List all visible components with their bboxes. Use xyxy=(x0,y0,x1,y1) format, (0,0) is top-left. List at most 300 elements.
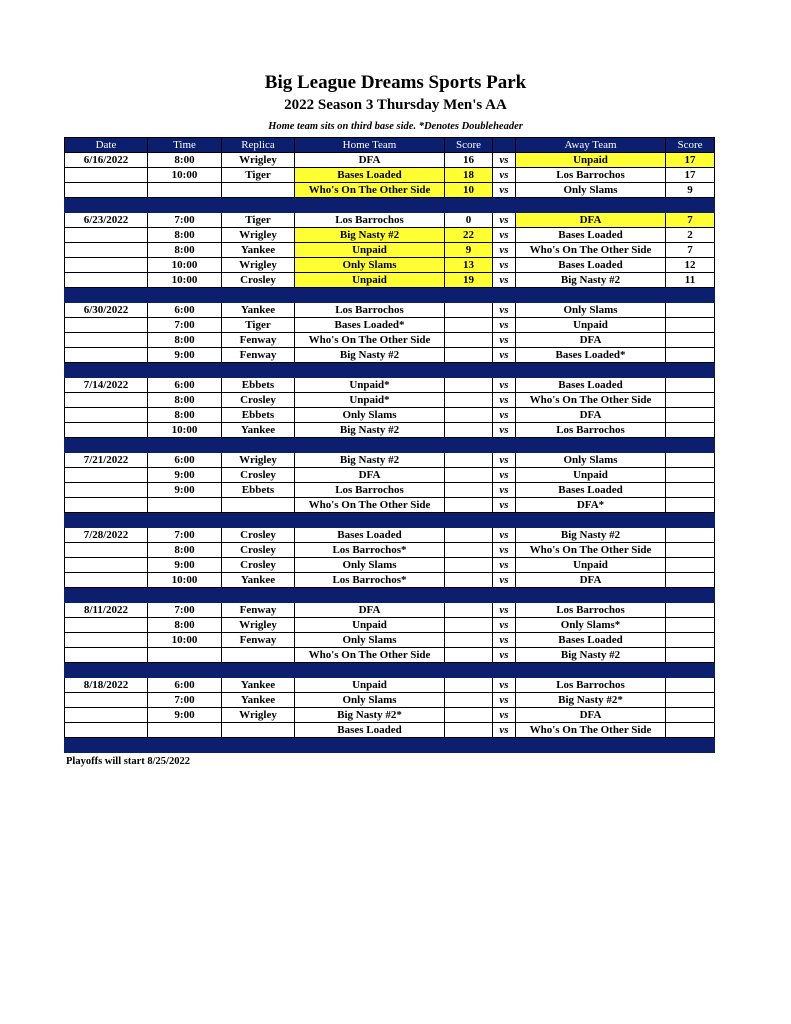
away-score: 12 xyxy=(666,258,715,273)
game-replica: Crosley xyxy=(222,528,295,543)
away-score xyxy=(666,348,715,363)
home-team: Los Barrochos xyxy=(295,303,445,318)
away-team: DFA xyxy=(516,573,666,588)
game-date: 6/23/2022 xyxy=(65,213,148,228)
game-time: 10:00 xyxy=(148,273,222,288)
away-score xyxy=(666,408,715,423)
away-team: Who's On The Other Side xyxy=(516,723,666,738)
away-team: Los Barrochos xyxy=(516,168,666,183)
separator-cell xyxy=(148,588,222,603)
away-team: DFA xyxy=(516,408,666,423)
away-score: 11 xyxy=(666,273,715,288)
doubleheader-note: Home team sits on third base side. *Denotes Doubleheader xyxy=(268,121,523,132)
separator-cell xyxy=(222,588,295,603)
home-team: Big Nasty #2 xyxy=(295,423,445,438)
table-row xyxy=(65,303,715,318)
home-score xyxy=(445,378,493,393)
home-team: Bases Loaded xyxy=(295,528,445,543)
home-team: Big Nasty #2 xyxy=(295,453,445,468)
home-team: Big Nasty #2 xyxy=(295,228,445,243)
separator-cell xyxy=(295,363,445,378)
game-time xyxy=(148,723,222,738)
game-date xyxy=(65,408,148,423)
vs-label: vs xyxy=(493,183,516,198)
separator-cell xyxy=(295,288,445,303)
header-row xyxy=(65,138,715,153)
table-row xyxy=(65,528,715,543)
game-date xyxy=(65,333,148,348)
game-date xyxy=(65,618,148,633)
separator-cell xyxy=(666,438,715,453)
home-score xyxy=(445,528,493,543)
game-replica xyxy=(222,498,295,513)
game-date: 7/14/2022 xyxy=(65,378,148,393)
game-replica: Tiger xyxy=(222,213,295,228)
separator-cell xyxy=(222,663,295,678)
table-row xyxy=(65,723,715,738)
game-replica: Ebbets xyxy=(222,483,295,498)
game-time xyxy=(148,498,222,513)
away-team: Los Barrochos xyxy=(516,678,666,693)
vs-label: vs xyxy=(493,273,516,288)
separator-cell xyxy=(222,198,295,213)
game-time: 8:00 xyxy=(148,153,222,168)
week-separator xyxy=(65,663,715,678)
separator-cell xyxy=(295,588,445,603)
home-team: Los Barrochos* xyxy=(295,573,445,588)
home-score xyxy=(445,573,493,588)
away-team: Los Barrochos xyxy=(516,423,666,438)
away-team: Big Nasty #2 xyxy=(516,528,666,543)
separator-cell xyxy=(65,198,148,213)
game-replica: Ebbets xyxy=(222,378,295,393)
home-team: Only Slams xyxy=(295,693,445,708)
home-score xyxy=(445,558,493,573)
away-score xyxy=(666,723,715,738)
vs-label: vs xyxy=(493,708,516,723)
game-time: 9:00 xyxy=(148,348,222,363)
away-score xyxy=(666,423,715,438)
vs-label: vs xyxy=(493,453,516,468)
away-score xyxy=(666,708,715,723)
week-separator xyxy=(65,288,715,303)
home-score xyxy=(445,603,493,618)
home-score xyxy=(445,618,493,633)
home-team: Bases Loaded xyxy=(295,723,445,738)
separator-cell xyxy=(148,438,222,453)
vs-label: vs xyxy=(493,723,516,738)
vs-label: vs xyxy=(493,393,516,408)
table-row xyxy=(65,648,715,663)
home-team: Who's On The Other Side xyxy=(295,648,445,663)
separator-cell xyxy=(666,738,715,753)
away-team: Who's On The Other Side xyxy=(516,243,666,258)
game-replica: Yankee xyxy=(222,303,295,318)
table-row xyxy=(65,423,715,438)
home-score xyxy=(445,423,493,438)
game-date xyxy=(65,543,148,558)
page-title: Big League Dreams Sports Park xyxy=(264,72,527,93)
game-replica: Crosley xyxy=(222,468,295,483)
vs-label: vs xyxy=(493,168,516,183)
game-replica: Wrigley xyxy=(222,708,295,723)
game-replica: Crosley xyxy=(222,393,295,408)
vs-label: vs xyxy=(493,693,516,708)
header-replica: Replica xyxy=(222,138,295,153)
home-team: Only Slams xyxy=(295,558,445,573)
game-time: 7:00 xyxy=(148,528,222,543)
away-team: Bases Loaded xyxy=(516,258,666,273)
table-row xyxy=(65,603,715,618)
home-team: Unpaid xyxy=(295,618,445,633)
separator-cell xyxy=(493,663,516,678)
home-team: Bases Loaded xyxy=(295,168,445,183)
table-row xyxy=(65,243,715,258)
separator-cell xyxy=(65,438,148,453)
vs-label: vs xyxy=(493,543,516,558)
away-score xyxy=(666,468,715,483)
separator-cell xyxy=(295,738,445,753)
away-score xyxy=(666,378,715,393)
separator-cell xyxy=(445,663,493,678)
separator-cell xyxy=(65,288,148,303)
game-replica: Yankee xyxy=(222,243,295,258)
game-date: 8/11/2022 xyxy=(65,603,148,618)
home-team: Unpaid xyxy=(295,678,445,693)
home-score xyxy=(445,723,493,738)
schedule-table xyxy=(64,137,715,753)
separator-cell xyxy=(148,288,222,303)
game-replica: Yankee xyxy=(222,678,295,693)
separator-cell xyxy=(222,513,295,528)
home-score xyxy=(445,333,493,348)
home-team: DFA xyxy=(295,468,445,483)
away-team: Big Nasty #2 xyxy=(516,648,666,663)
home-team: Big Nasty #2* xyxy=(295,708,445,723)
away-score: 7 xyxy=(666,243,715,258)
away-score xyxy=(666,603,715,618)
separator-cell xyxy=(666,288,715,303)
game-time: 10:00 xyxy=(148,423,222,438)
vs-label: vs xyxy=(493,468,516,483)
game-date: 7/21/2022 xyxy=(65,453,148,468)
header-home-team: Home Team xyxy=(295,138,445,153)
vs-label: vs xyxy=(493,378,516,393)
separator-cell xyxy=(493,363,516,378)
away-team: Only Slams* xyxy=(516,618,666,633)
vs-label: vs xyxy=(493,423,516,438)
week-separator xyxy=(65,513,715,528)
header-date: Date xyxy=(65,138,148,153)
vs-label: vs xyxy=(493,573,516,588)
vs-label: vs xyxy=(493,603,516,618)
away-team: DFA xyxy=(516,213,666,228)
separator-cell xyxy=(666,198,715,213)
game-time: 7:00 xyxy=(148,693,222,708)
away-score xyxy=(666,543,715,558)
game-time: 9:00 xyxy=(148,708,222,723)
game-time: 6:00 xyxy=(148,378,222,393)
home-team: Los Barrochos xyxy=(295,213,445,228)
game-date: 8/18/2022 xyxy=(65,678,148,693)
game-replica: Tiger xyxy=(222,168,295,183)
week-separator xyxy=(65,363,715,378)
table-row xyxy=(65,558,715,573)
away-team: Big Nasty #2 xyxy=(516,273,666,288)
away-team: Unpaid xyxy=(516,153,666,168)
game-time: 10:00 xyxy=(148,633,222,648)
vs-label: vs xyxy=(493,333,516,348)
away-team: Only Slams xyxy=(516,453,666,468)
game-replica: Yankee xyxy=(222,423,295,438)
playoffs-note: Playoffs will start 8/25/2022 xyxy=(66,756,190,767)
table-row xyxy=(65,213,715,228)
table-row xyxy=(65,708,715,723)
game-date xyxy=(65,708,148,723)
vs-label: vs xyxy=(493,213,516,228)
vs-label: vs xyxy=(493,528,516,543)
week-separator xyxy=(65,738,715,753)
home-team: Only Slams xyxy=(295,633,445,648)
game-replica: Fenway xyxy=(222,633,295,648)
vs-label: vs xyxy=(493,408,516,423)
separator-cell xyxy=(65,513,148,528)
header-time: Time xyxy=(148,138,222,153)
game-date xyxy=(65,228,148,243)
table-row xyxy=(65,573,715,588)
home-score xyxy=(445,468,493,483)
away-team: DFA xyxy=(516,708,666,723)
vs-label: vs xyxy=(493,618,516,633)
table-row xyxy=(65,348,715,363)
separator-cell xyxy=(666,513,715,528)
game-replica: Wrigley xyxy=(222,228,295,243)
vs-label: vs xyxy=(493,633,516,648)
table-row xyxy=(65,228,715,243)
game-time: 8:00 xyxy=(148,333,222,348)
vs-label: vs xyxy=(493,678,516,693)
game-date xyxy=(65,498,148,513)
away-score: 7 xyxy=(666,213,715,228)
game-time: 9:00 xyxy=(148,468,222,483)
table-row xyxy=(65,318,715,333)
game-replica: Fenway xyxy=(222,348,295,363)
page-subtitle: 2022 Season 3 Thursday Men's AA xyxy=(284,97,507,113)
separator-cell xyxy=(148,738,222,753)
game-date xyxy=(65,693,148,708)
separator-cell xyxy=(65,363,148,378)
table-row xyxy=(65,678,715,693)
separator-cell xyxy=(516,738,666,753)
vs-label: vs xyxy=(493,483,516,498)
game-date xyxy=(65,318,148,333)
game-replica: Yankee xyxy=(222,573,295,588)
home-team: Who's On The Other Side xyxy=(295,498,445,513)
home-score: 19 xyxy=(445,273,493,288)
header-vs xyxy=(493,138,516,153)
home-team: Only Slams xyxy=(295,408,445,423)
game-time: 7:00 xyxy=(148,318,222,333)
week-separator xyxy=(65,198,715,213)
away-score xyxy=(666,528,715,543)
separator-cell xyxy=(222,363,295,378)
away-team: Bases Loaded xyxy=(516,483,666,498)
home-team: Los Barrochos xyxy=(295,483,445,498)
separator-cell xyxy=(445,363,493,378)
home-team: Bases Loaded* xyxy=(295,318,445,333)
away-team: Bases Loaded* xyxy=(516,348,666,363)
separator-cell xyxy=(295,513,445,528)
home-score xyxy=(445,453,493,468)
game-replica xyxy=(222,723,295,738)
table-row xyxy=(65,453,715,468)
table-row xyxy=(65,333,715,348)
game-time: 9:00 xyxy=(148,558,222,573)
game-date xyxy=(65,183,148,198)
home-score xyxy=(445,633,493,648)
vs-label: vs xyxy=(493,303,516,318)
away-score xyxy=(666,318,715,333)
game-replica: Ebbets xyxy=(222,408,295,423)
home-score: 22 xyxy=(445,228,493,243)
game-date xyxy=(65,348,148,363)
header-away-score: Score xyxy=(666,138,715,153)
separator-cell xyxy=(516,198,666,213)
home-team: Only Slams xyxy=(295,258,445,273)
separator-cell xyxy=(148,198,222,213)
table-row xyxy=(65,498,715,513)
game-time: 8:00 xyxy=(148,408,222,423)
home-score xyxy=(445,348,493,363)
away-score xyxy=(666,633,715,648)
away-team: Bases Loaded xyxy=(516,633,666,648)
separator-cell xyxy=(666,363,715,378)
week-separator xyxy=(65,588,715,603)
vs-label: vs xyxy=(493,243,516,258)
game-replica xyxy=(222,648,295,663)
away-score xyxy=(666,498,715,513)
away-score: 2 xyxy=(666,228,715,243)
home-team: DFA xyxy=(295,153,445,168)
away-score xyxy=(666,333,715,348)
vs-label: vs xyxy=(493,498,516,513)
home-team: Unpaid xyxy=(295,243,445,258)
game-replica: Crosley xyxy=(222,558,295,573)
game-date xyxy=(65,468,148,483)
separator-cell xyxy=(493,738,516,753)
game-time: 10:00 xyxy=(148,168,222,183)
game-replica: Fenway xyxy=(222,333,295,348)
table-row xyxy=(65,168,715,183)
game-time: 10:00 xyxy=(148,573,222,588)
away-team: Los Barrochos xyxy=(516,603,666,618)
table-row xyxy=(65,183,715,198)
table-row xyxy=(65,483,715,498)
separator-cell xyxy=(493,438,516,453)
game-time: 6:00 xyxy=(148,303,222,318)
schedule-body xyxy=(65,153,715,753)
home-score xyxy=(445,543,493,558)
separator-cell xyxy=(148,663,222,678)
away-team: DFA xyxy=(516,333,666,348)
away-team: Who's On The Other Side xyxy=(516,543,666,558)
game-date xyxy=(65,573,148,588)
game-date xyxy=(65,423,148,438)
home-team: DFA xyxy=(295,603,445,618)
game-replica: Tiger xyxy=(222,318,295,333)
separator-cell xyxy=(445,288,493,303)
game-date: 6/16/2022 xyxy=(65,153,148,168)
separator-cell xyxy=(493,288,516,303)
game-time: 10:00 xyxy=(148,258,222,273)
home-team: Who's On The Other Side xyxy=(295,183,445,198)
game-replica: Wrigley xyxy=(222,258,295,273)
vs-label: vs xyxy=(493,558,516,573)
game-date xyxy=(65,393,148,408)
away-team: Only Slams xyxy=(516,303,666,318)
game-replica: Wrigley xyxy=(222,153,295,168)
home-score xyxy=(445,678,493,693)
away-score xyxy=(666,558,715,573)
home-score xyxy=(445,393,493,408)
home-team: Unpaid xyxy=(295,273,445,288)
game-time: 8:00 xyxy=(148,618,222,633)
home-score xyxy=(445,318,493,333)
home-score xyxy=(445,498,493,513)
separator-cell xyxy=(295,198,445,213)
separator-cell xyxy=(65,738,148,753)
separator-cell xyxy=(516,588,666,603)
game-time: 9:00 xyxy=(148,483,222,498)
away-score xyxy=(666,678,715,693)
vs-label: vs xyxy=(493,318,516,333)
away-team: Bases Loaded xyxy=(516,378,666,393)
separator-cell xyxy=(65,588,148,603)
separator-cell xyxy=(516,438,666,453)
separator-cell xyxy=(666,663,715,678)
game-date xyxy=(65,258,148,273)
game-time: 7:00 xyxy=(148,213,222,228)
separator-cell xyxy=(445,513,493,528)
separator-cell xyxy=(222,738,295,753)
home-score xyxy=(445,708,493,723)
table-row xyxy=(65,408,715,423)
away-team: Unpaid xyxy=(516,318,666,333)
home-team: Unpaid* xyxy=(295,378,445,393)
away-score xyxy=(666,693,715,708)
vs-label: vs xyxy=(493,153,516,168)
separator-cell xyxy=(222,438,295,453)
game-date xyxy=(65,243,148,258)
game-time xyxy=(148,183,222,198)
away-team: Big Nasty #2* xyxy=(516,693,666,708)
home-score: 9 xyxy=(445,243,493,258)
week-separator xyxy=(65,438,715,453)
game-date xyxy=(65,558,148,573)
home-score xyxy=(445,303,493,318)
vs-label: vs xyxy=(493,648,516,663)
away-score xyxy=(666,453,715,468)
table-row xyxy=(65,693,715,708)
home-score xyxy=(445,408,493,423)
game-time xyxy=(148,648,222,663)
table-row xyxy=(65,153,715,168)
home-team: Unpaid* xyxy=(295,393,445,408)
game-replica: Wrigley xyxy=(222,618,295,633)
separator-cell xyxy=(516,663,666,678)
vs-label: vs xyxy=(493,228,516,243)
table-row xyxy=(65,273,715,288)
